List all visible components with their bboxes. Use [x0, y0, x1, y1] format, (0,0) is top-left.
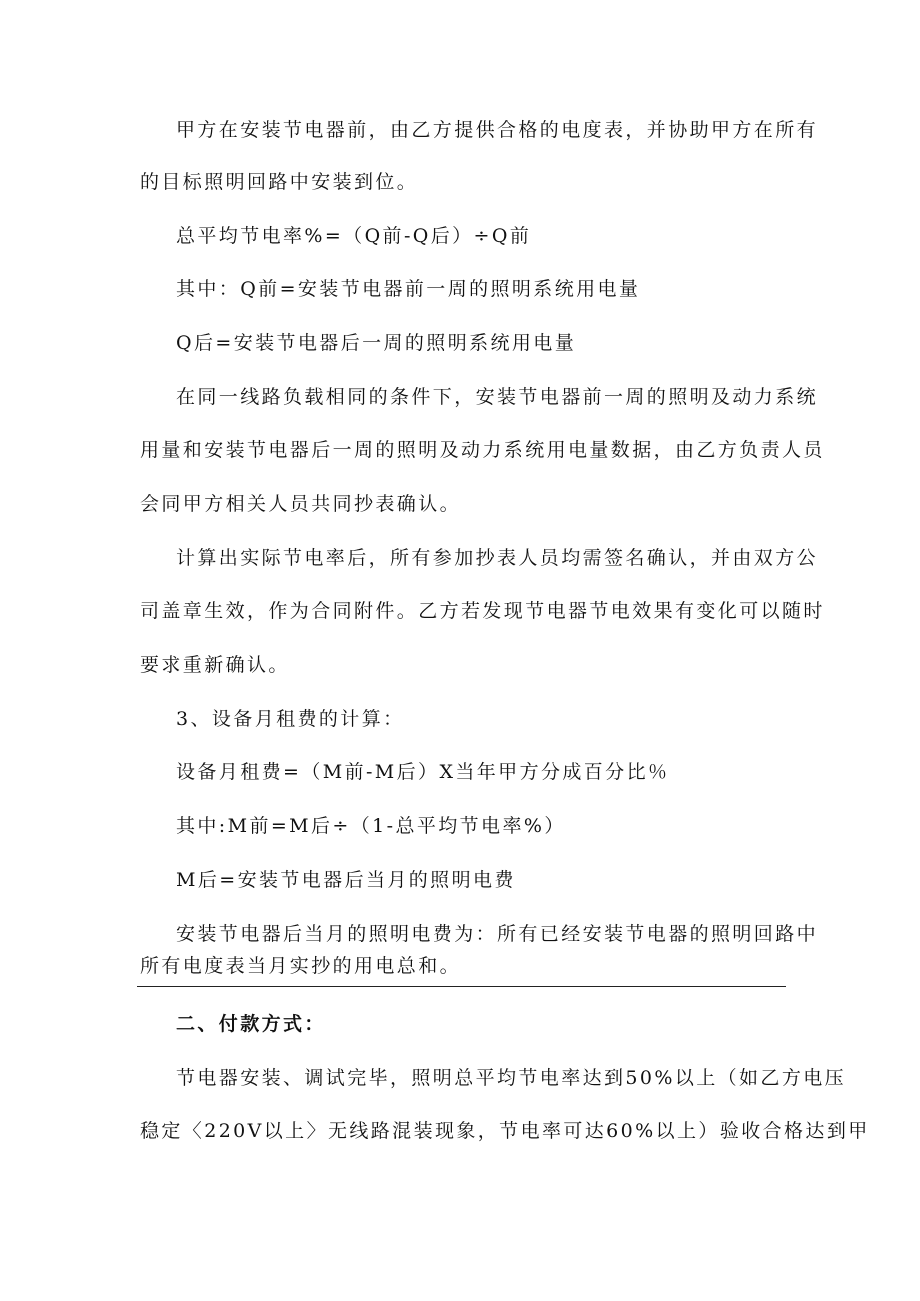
definition-line: Q后=安装节电器后一周的照明系统用电量: [176, 332, 577, 354]
paragraph-line: 节电器安装、调试完毕，照明总平均节电率达到50%以上（如乙方电压: [176, 1067, 847, 1089]
definition-line: 其中：Q前=安装节电器前一周的照明系统用电量: [176, 278, 641, 300]
paragraph-line: 用量和安装节电器后一周的照明及动力系统用电量数据，由乙方负责人员: [140, 439, 825, 461]
subsection-heading: 3、设备月租费的计算：: [176, 708, 405, 730]
paragraph-line: 的目标照明回路中安装到位。: [140, 171, 419, 193]
paragraph-line: 会同甲方相关人员共同抄表确认。: [140, 493, 462, 515]
paragraph-line: 司盖章生效，作为合同附件。乙方若发现节电器节电效果有变化可以随时: [140, 600, 825, 622]
paragraph-line: 在同一线路负载相同的条件下，安装节电器前一周的照明及动力系统: [176, 386, 819, 408]
paragraph-line: 所有电度表当月实抄的用电总和。: [140, 955, 462, 977]
paragraph-line: 安装节电器后当月的照明电费为：所有已经安装节电器的照明回路中: [176, 923, 819, 945]
paragraph-line: 甲方在安装节电器前，由乙方提供合格的电度表，并协助甲方在所有: [176, 119, 819, 141]
paragraph-line: 要求重新确认。: [140, 654, 290, 676]
section-heading: 二、付款方式：: [176, 1013, 326, 1035]
paragraph-line: 计算出实际节电率后，所有参加抄表人员均需签名确认，并由双方公: [176, 547, 819, 569]
formula-line: 总平均节电率%=（Q前-Q后）÷Q前: [176, 225, 532, 247]
horizontal-divider: [137, 986, 786, 987]
definition-line: M后=安装节电器后当月的照明电费: [176, 869, 516, 891]
formula-line: 设备月租费=（M前-M后）X当年甲方分成百分比％: [176, 761, 670, 783]
paragraph-line: 稳定〈220V以上〉无线路混装现象，节电率可达60%以上）验收合格达到甲: [140, 1120, 870, 1142]
definition-line: 其中:M前=M后÷（1-总平均节电率%）: [176, 815, 566, 837]
